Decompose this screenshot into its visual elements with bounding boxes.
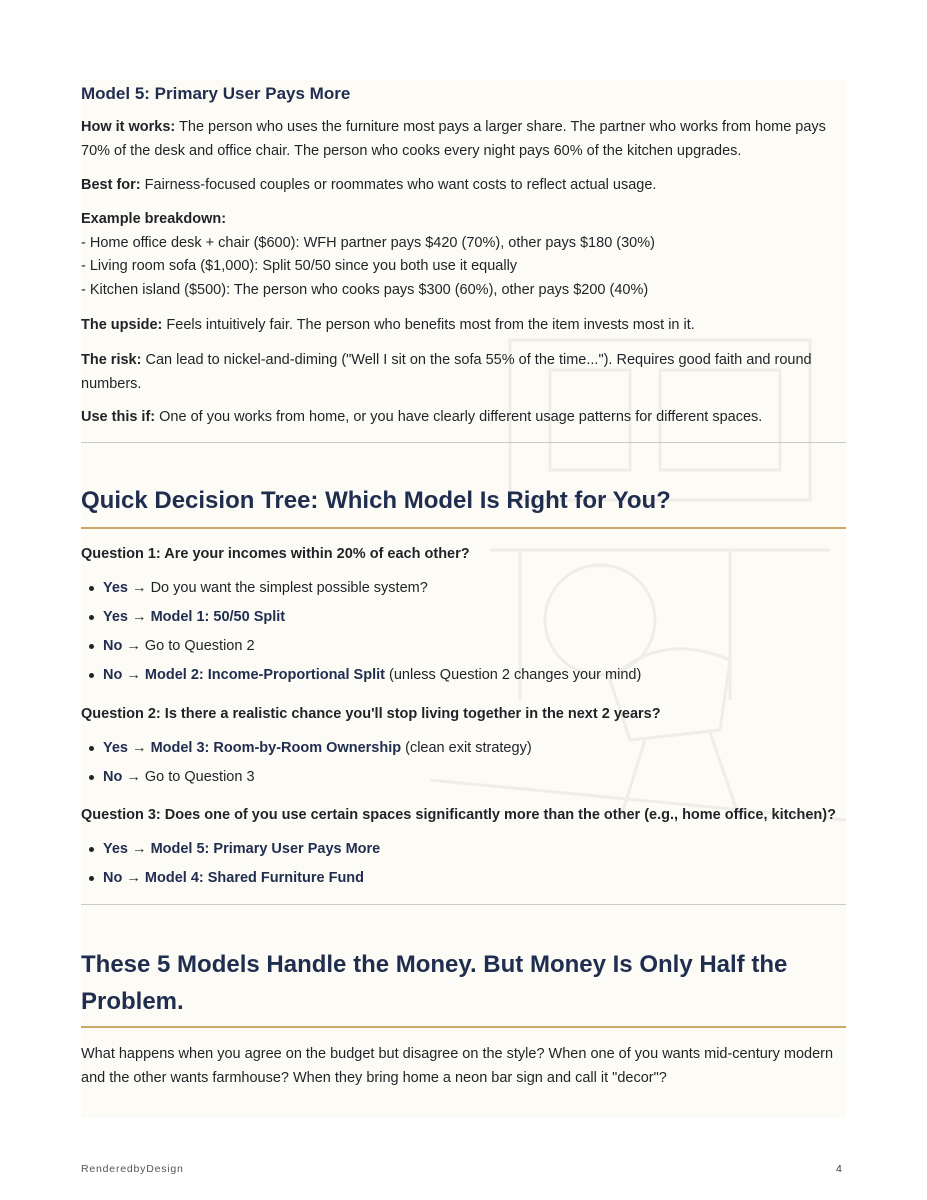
- answer-item: No → Model 4: Shared Furniture Fund: [103, 867, 380, 896]
- model-5-title: Model 5: Primary User Pays More: [81, 84, 351, 103]
- use-this-if-label: Use this if:: [81, 409, 156, 425]
- question-1-answers: [81, 577, 641, 693]
- question-3-answers: [81, 838, 380, 896]
- upside-text: Feels intuitively fair. The person who benefits most from the item invests most in it.: [162, 317, 695, 333]
- answer-item: Yes → Model 1: 50/50 Split: [103, 606, 641, 635]
- heading-underline: [81, 527, 846, 529]
- answer-item: Yes → Do you want the simplest possible system?: [103, 577, 641, 606]
- answer-item: Yes → Model 5: Primary User Pays More: [103, 838, 380, 867]
- example-line: - Home office desk + chair ($600): WFH partner pays $420 (70%), other pays $180 (30%): [81, 234, 655, 251]
- upside-paragraph: [81, 314, 841, 338]
- risk-label: The risk:: [81, 352, 142, 368]
- risk-text: Can lead to nickel-and-diming ("Well I sit on the sofa 55% of the time..."). Requires good faith and round numbers.: [81, 352, 812, 392]
- footer-brand: RenderedbyDesign: [81, 1163, 184, 1175]
- how-it-works-paragraph: [81, 116, 841, 163]
- example-line: - Living room sofa ($1,000): Split 50/50 since you both use it equally: [81, 258, 518, 274]
- answer-item: No → Model 2: Income-Proportional Split (unless Question 2 changes your mind): [103, 664, 641, 693]
- upside-label: The upside:: [81, 317, 163, 333]
- best-for-paragraph: [81, 174, 841, 198]
- answer-item: No → Go to Question 3: [103, 766, 532, 795]
- how-it-works-text: The person who uses the furniture most pays a larger share. The partner who works from home pays 70% of the desk and office chair. The person who cooks every night pays 60% of the kitchen upgrades.: [81, 119, 826, 159]
- section-divider: [81, 442, 846, 443]
- use-this-if-text: One of you works from home, or you have clearly different usage patterns for different spaces.: [155, 409, 763, 425]
- example-breakdown: [81, 208, 841, 302]
- question-3: Question 3: Does one of you use certain spaces significantly more than the other (e.g., home office, kitchen)?: [81, 807, 836, 823]
- example-breakdown-label: Example breakdown:: [81, 211, 227, 227]
- use-this-if-paragraph: [81, 406, 841, 430]
- risk-paragraph: [81, 349, 841, 396]
- best-for-label: Best for:: [81, 177, 141, 193]
- how-it-works-label: How it works:: [81, 119, 176, 135]
- heading-underline: [81, 1026, 846, 1028]
- answer-item: No → Go to Question 2: [103, 635, 641, 664]
- page-number: 4: [836, 1163, 842, 1175]
- answer-item: Yes → Model 3: Room-by-Room Ownership (clean exit strategy): [103, 737, 532, 766]
- decision-tree-heading: Quick Decision Tree: Which Model Is Right for You?: [81, 487, 671, 514]
- closing-paragraph: What happens when you agree on the budget but disagree on the style? When one of you wants mid-century modern and the other wants farmhouse? When they bring home a neon bar sign and call it "decor"?: [81, 1046, 834, 1086]
- closing-heading: These 5 Models Handle the Money. But Money Is Only Half the Problem.: [81, 951, 788, 1015]
- best-for-text: Fairness-focused couples or roommates who want costs to reflect actual usage.: [140, 177, 657, 193]
- example-line: - Kitchen island ($500): The person who cooks pays $300 (60%), other pays $200 (40%): [81, 281, 649, 298]
- question-1: Question 1: Are your incomes within 20% of each other?: [81, 546, 470, 562]
- question-2: Question 2: Is there a realistic chance you'll stop living together in the next 2 years?: [81, 706, 661, 722]
- section-divider: [81, 904, 846, 905]
- question-2-answers: [81, 737, 532, 795]
